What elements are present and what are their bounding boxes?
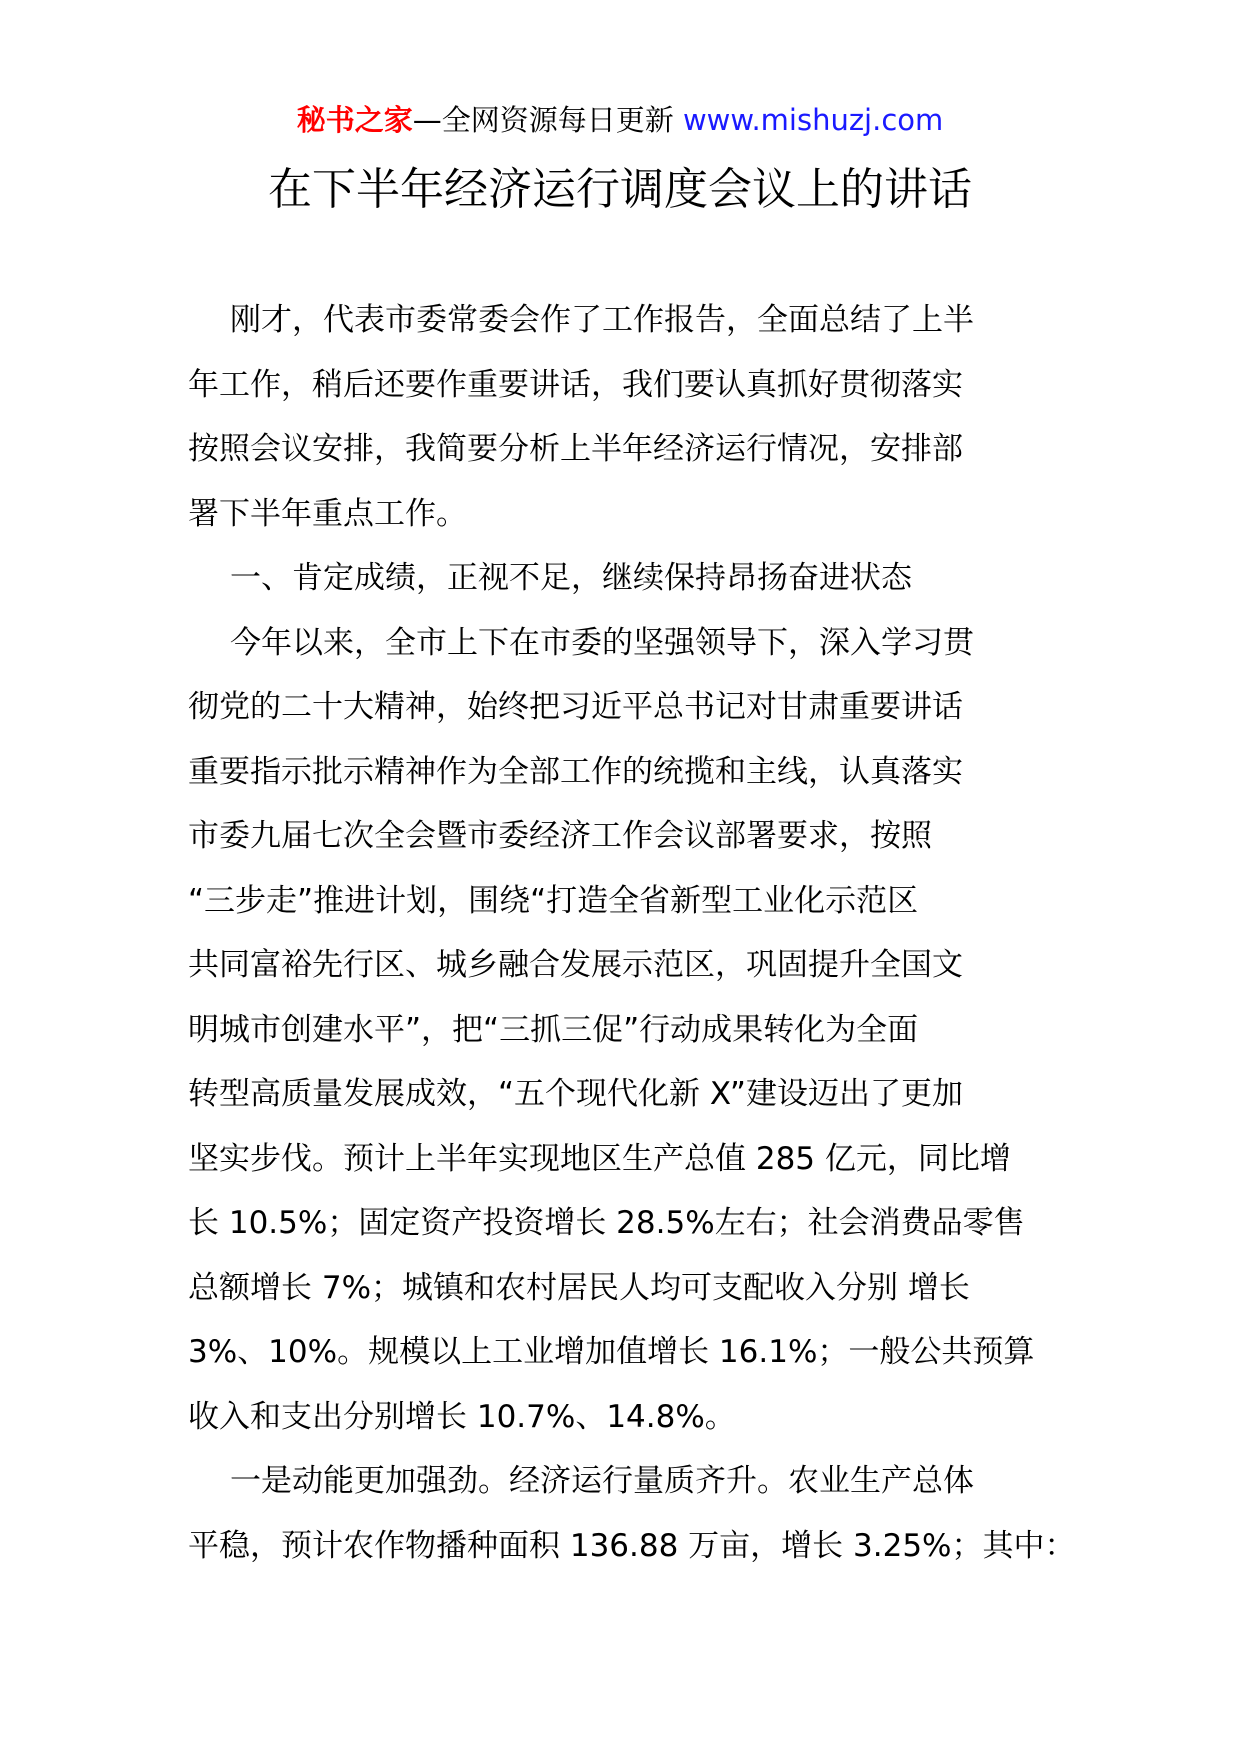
text-line: 按照会议安排，我简要分析上半年经济运行情况，安排部 [188, 431, 963, 467]
text-line: 收入和支出分别增长 10.7%、14.8%。 [188, 1398, 736, 1435]
text-line: 彻党的二十大精神，始终把习近平总书记对甘肃重要讲话 [188, 689, 963, 725]
document-body [188, 288, 1076, 1578]
text-line: 一是动能更加强劲。经济运行量质齐升。农业生产总体 [230, 1463, 974, 1499]
text-line: 平稳，预计农作物播种面积 136.88 万亩，增长 3.25%；其中： [188, 1527, 1076, 1564]
text-line: 署下半年重点工作。 [188, 495, 467, 532]
text-line: 刚才，代表市委常委会作了工作报告，全面总结了上半 [230, 302, 974, 338]
document-title: 在下半年经济运行调度会议上的讲话 [268, 164, 972, 215]
text-line: 3%、10%。规模以上工业增加值增长 16.1%；一般公共预算 [188, 1334, 1035, 1370]
text-line: 市委九届七次全会暨市委经济工作会议部署要求，按照 [188, 818, 932, 854]
text-line: 年工作，稍后还要作重要讲话，我们要认真抓好贯彻落实 [188, 366, 963, 403]
text-line: 今年以来，全市上下在市委的坚强领导下，深入学习贯 [230, 624, 974, 661]
text-line: 坚实步伐。预计上半年实现地区生产总值 285 亿元，同比增 [188, 1140, 1011, 1177]
site-header [0, 100, 1240, 140]
section-heading: 一、肯定成绩，正视不足，继续保持昂扬奋进状态 [230, 560, 912, 596]
brand-name: 秘书之家 [296, 103, 413, 137]
header-tagline: —全网资源每日更新 [412, 103, 683, 137]
text-line: 重要指示批示精神作为全部工作的统揽和主线，认真落实 [188, 753, 963, 790]
text-line: 明城市创建水平”，把“三抓三促”行动成果转化为全面 [188, 1011, 919, 1048]
text-line: 共同富裕先行区、城乡融合发展示范区，巩固提升全国文 [188, 947, 963, 983]
site-url-link[interactable]: www.mishuzj.com [682, 103, 944, 137]
text-line: 转型高质量发展成效，“五个现代化新 X”建设迈出了更加 [188, 1076, 963, 1112]
text-line: 总额增长 7%；城镇和农村居民人均可支配收入分别 增长 [188, 1269, 970, 1306]
text-line: “三步走”推进计划，围绕“打造全省新型工业化示范区 [188, 882, 919, 919]
text-line: 长 10.5%；固定资产投资增长 28.5%左右；社会消费品零售 [188, 1205, 1025, 1241]
